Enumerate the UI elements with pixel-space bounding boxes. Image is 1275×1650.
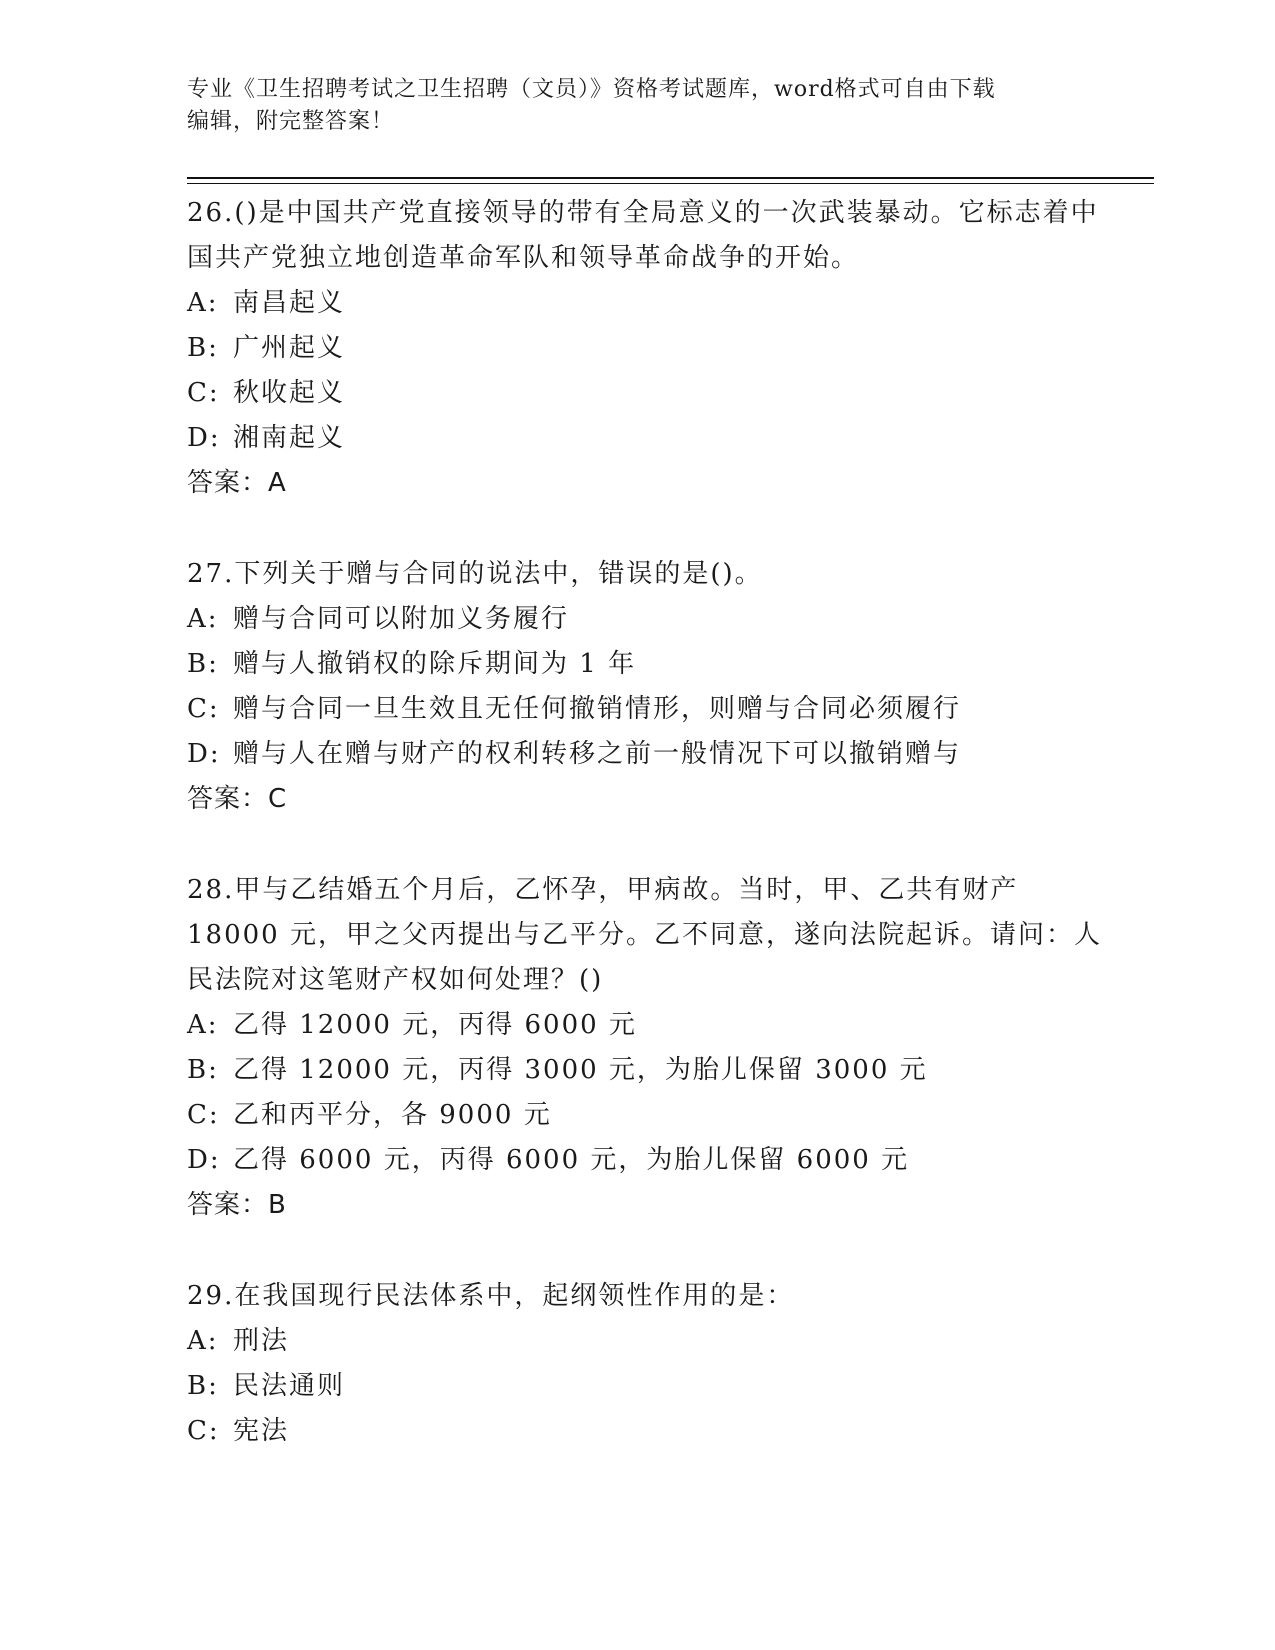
header-note-line-1: 专业《卫生招聘考试之卫生招聘（文员）》资格考试题库，word格式可自由下载 — [187, 77, 996, 102]
answer-line: 答案：C — [187, 784, 288, 814]
option-key: A: — [187, 1010, 219, 1040]
question-29 — [187, 1274, 1107, 1454]
question-stem: 27.下列关于赠与合同的说法中，错误的是()。 — [187, 559, 763, 589]
option-key: C: — [187, 1100, 220, 1130]
option-text: 宪法 — [233, 1416, 290, 1446]
option-text: 广州起义 — [233, 333, 346, 363]
option-key: C: — [187, 378, 220, 408]
option-b — [187, 326, 1107, 371]
option-b — [187, 1048, 1107, 1093]
header-note — [187, 74, 1087, 138]
option-text: 刑法 — [233, 1326, 290, 1356]
answer-line: 答案：A — [187, 468, 287, 498]
question-28 — [187, 868, 1107, 1228]
option-key: A: — [187, 1326, 219, 1356]
option-c — [187, 371, 1107, 416]
option-key: B: — [187, 1055, 219, 1085]
header-divider-thick — [187, 177, 1154, 179]
option-text: 赠与人在赠与财产的权利转移之前一般情况下可以撤销赠与 — [233, 739, 962, 769]
option-c — [187, 1093, 1107, 1138]
option-text: 南昌起义 — [233, 288, 346, 318]
option-key: D: — [187, 423, 221, 453]
option-text: 湘南起义 — [233, 423, 346, 453]
option-c — [187, 1409, 1107, 1454]
option-key: A: — [187, 604, 219, 634]
option-a — [187, 281, 1107, 326]
option-key: D: — [187, 1145, 221, 1175]
option-text: 赠与合同一旦生效且无任何撤销情形，则赠与合同必须履行 — [233, 694, 962, 724]
option-text: 赠与合同可以附加义务履行 — [233, 604, 570, 634]
answer-line: 答案：B — [187, 1190, 287, 1220]
option-key: D: — [187, 739, 221, 769]
option-a — [187, 1319, 1107, 1364]
option-d — [187, 1138, 1107, 1183]
option-key: A: — [187, 288, 219, 318]
header-note-line-2: 编辑，附完整答案！ — [187, 109, 395, 134]
question-stem: 26.()是中国共产党直接领导的带有全局意义的一次武装暴动。它标志着中国共产党独立地创造革命军队和领导革命战争的开始。 — [187, 198, 1099, 273]
option-key: B: — [187, 333, 219, 363]
option-key: C: — [187, 694, 220, 724]
option-key: C: — [187, 1416, 220, 1446]
option-a — [187, 597, 1107, 642]
option-text: 民法通则 — [233, 1371, 346, 1401]
option-key: B: — [187, 649, 219, 679]
option-d — [187, 416, 1107, 461]
question-list — [187, 191, 1107, 1500]
option-b — [187, 642, 1107, 687]
option-text: 乙得 12000 元，丙得 3000 元，为胎儿保留 3000 元 — [233, 1055, 928, 1085]
option-b — [187, 1364, 1107, 1409]
option-a — [187, 1003, 1107, 1048]
question-stem: 28.甲与乙结婚五个月后，乙怀孕，甲病故。当时，甲、乙共有财产 18000 元，甲之父丙提出与乙平分。乙不同意，遂向法院起诉。请问：人民法院对这笔财产权如何处理？() — [187, 875, 1102, 995]
option-c — [187, 687, 1107, 732]
option-key: B: — [187, 1371, 219, 1401]
option-text: 乙和丙平分，各 9000 元 — [233, 1100, 552, 1130]
option-d — [187, 732, 1107, 777]
option-text: 秋收起义 — [233, 378, 346, 408]
question-27 — [187, 552, 1107, 822]
option-text: 乙得 12000 元，丙得 6000 元 — [233, 1010, 637, 1040]
option-text: 赠与人撤销权的除斥期间为 1 年 — [233, 649, 637, 679]
option-text: 乙得 6000 元，丙得 6000 元，为胎儿保留 6000 元 — [233, 1145, 910, 1175]
header-divider-thin — [187, 183, 1154, 184]
question-stem: 29.在我国现行民法体系中，起纲领性作用的是： — [187, 1281, 795, 1311]
question-26 — [187, 191, 1107, 506]
